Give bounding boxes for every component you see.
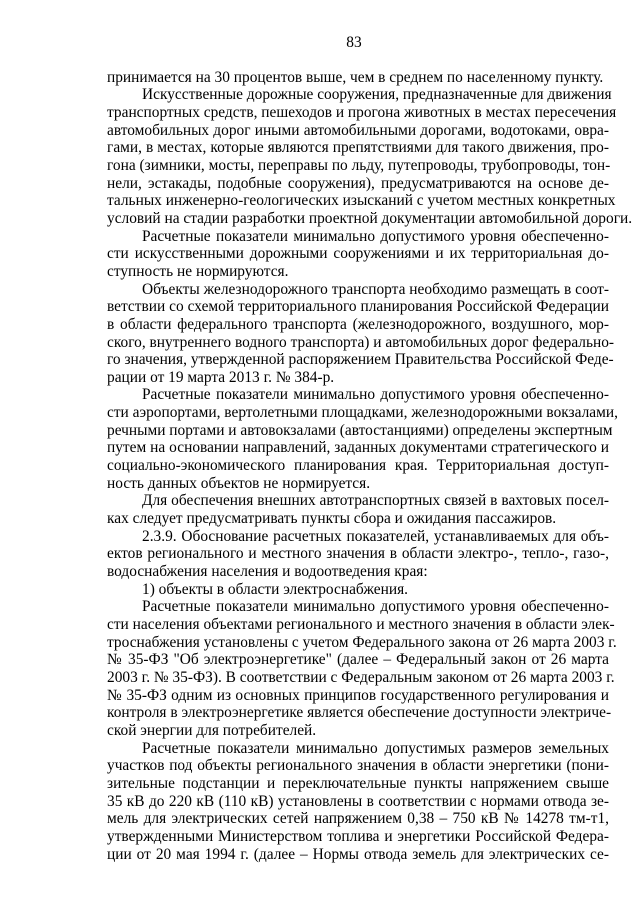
text-line: Объекты железнодорожного транспорта необходимо размещать в соот- xyxy=(142,280,609,298)
text-line: ского, внутреннего водного транспорта) и автомобильных дорог федерально- xyxy=(107,333,615,351)
text-line: мель для электрических сетей напряжением 0,38 – 750 кВ № 14278 тм-т1, xyxy=(107,810,609,828)
text-line: 1) объекты в области электроснабжения. xyxy=(142,580,409,598)
paragraph xyxy=(107,280,615,387)
text-line: транспортных средств, пешеходов и прогона животных в местах пересечения xyxy=(107,103,617,121)
text-line: утвержденными Министерством топлива и энергетики Российской Федера- xyxy=(107,827,609,845)
text-line: Расчетные показатели минимально допустимого уровня обеспеченно- xyxy=(142,227,609,245)
text-line: Искусственные дорожные сооружения, предназначенные для движения xyxy=(142,86,612,104)
paragraph xyxy=(107,581,609,599)
page-number: 83 xyxy=(346,34,362,51)
paragraph xyxy=(107,528,609,581)
text-line: ках следует предусматривать пункты сбора и ожидания пассажиров. xyxy=(107,510,557,528)
text-line: контроля в электроэнергетике является обеспечение доступности электриче- xyxy=(107,704,612,722)
text-line: речными портами и автовокзалами (автостанциями) определены экспертным xyxy=(107,421,613,439)
text-line: № 35-ФЗ одним из основных принципов государственного регулирования и xyxy=(107,686,609,704)
text-line: принимается на 30 процентов выше, чем в среднем по населенному пункту. xyxy=(107,68,604,86)
text-line: 2003 г. № 35-ФЗ). В соответствии с Федеральным законом от 26 марта 2003 г. xyxy=(107,668,615,686)
text-line: социально-экономического планирования края. Территориальная доступ- xyxy=(107,457,609,475)
text-line: путем на основании направлений, заданных документами стратегического и xyxy=(107,439,609,457)
text-line: сти населения объектами регионального и местного значения в области элек- xyxy=(107,616,615,633)
paragraph xyxy=(107,69,609,87)
text-line: ции от 20 мая 1994 г. (далее – Нормы отвода земель для электрических се- xyxy=(107,845,609,863)
text-line: зительные подстанции и переключательные пункты напряжением свыше xyxy=(107,774,609,792)
paragraph xyxy=(107,386,618,492)
text-line: Расчетные показатели минимально допустимого уровня обеспеченно- xyxy=(142,598,609,616)
text-line: условий на стадии разработки проектной документации автомобильной дороги. xyxy=(107,209,633,227)
paragraph xyxy=(107,228,609,281)
body-text xyxy=(107,68,633,864)
text-line: № 35-ФЗ "Об электроэнергетике" (далее – Федеральный закон от 26 марта xyxy=(107,651,609,669)
text-line: тальных инженерно-геологических изысканий с учетом местных конкретных xyxy=(107,192,616,210)
text-line: участков под объекты регионального значения в области энергетики (пони- xyxy=(107,757,609,775)
text-line: сти аэропортами, вертолетными площадками, железнодорожными вокзалами, xyxy=(107,404,618,422)
paragraph xyxy=(107,598,617,739)
text-line: ность данных объектов не нормируется. xyxy=(107,474,371,492)
text-line: ской энергии для потребителей. xyxy=(107,721,317,739)
text-line: 35 кВ до 220 кВ (110 кВ) установлены в соответствии с нормами отвода зе- xyxy=(107,792,609,810)
text-line: Расчетные показатели минимально допустимого уровня обеспеченно- xyxy=(142,386,609,404)
text-line: Расчетные показатели минимально допустимых размеров земельных xyxy=(142,739,609,757)
text-line: гами, в местах, которые являются препятствиями для такого движения, про- xyxy=(107,139,609,157)
text-line: гона (зимники, мосты, переправы по льду, путепроводы, трубопроводы, тон- xyxy=(107,156,611,174)
text-line: ектов регионального и местного значения в области электро-, тепло-, газо-, xyxy=(107,545,609,563)
text-line: ступность не нормируются. xyxy=(107,262,289,280)
document-page xyxy=(107,34,633,863)
paragraph xyxy=(107,86,633,227)
text-line: троснабжения установлены с учетом Федерального закона от 26 марта 2003 г. xyxy=(107,633,617,651)
text-line: ветствии со схемой территориального планирования Российской Федерации xyxy=(107,298,609,316)
text-line: сти искусственными дорожными сооружениями и их территориальная до- xyxy=(107,245,609,263)
text-line: Для обеспечения внешних автотранспортных связей в вахтовых посел- xyxy=(142,492,609,510)
text-line: автомобильных дорог иными автомобильными дорогами, водотоками, овра- xyxy=(107,121,609,139)
text-line: го значения, утвержденной распоряжением Правительства Российской Феде- xyxy=(107,351,614,369)
text-line: водоснабжения населения и водоотведения края: xyxy=(107,563,428,581)
text-line: 2.3.9. Обоснование расчетных показателей, устанавливаемых для объ- xyxy=(142,527,609,545)
paragraph xyxy=(107,740,609,864)
text-line: в области федерального транспорта (железнодорожного, воздушного, мор- xyxy=(107,315,609,333)
text-line: нели, эстакады, подобные сооружения), предусматриваются на основе де- xyxy=(107,174,609,192)
paragraph xyxy=(107,492,609,527)
text-line: рации от 19 марта 2013 г. № 384-р. xyxy=(107,368,335,386)
